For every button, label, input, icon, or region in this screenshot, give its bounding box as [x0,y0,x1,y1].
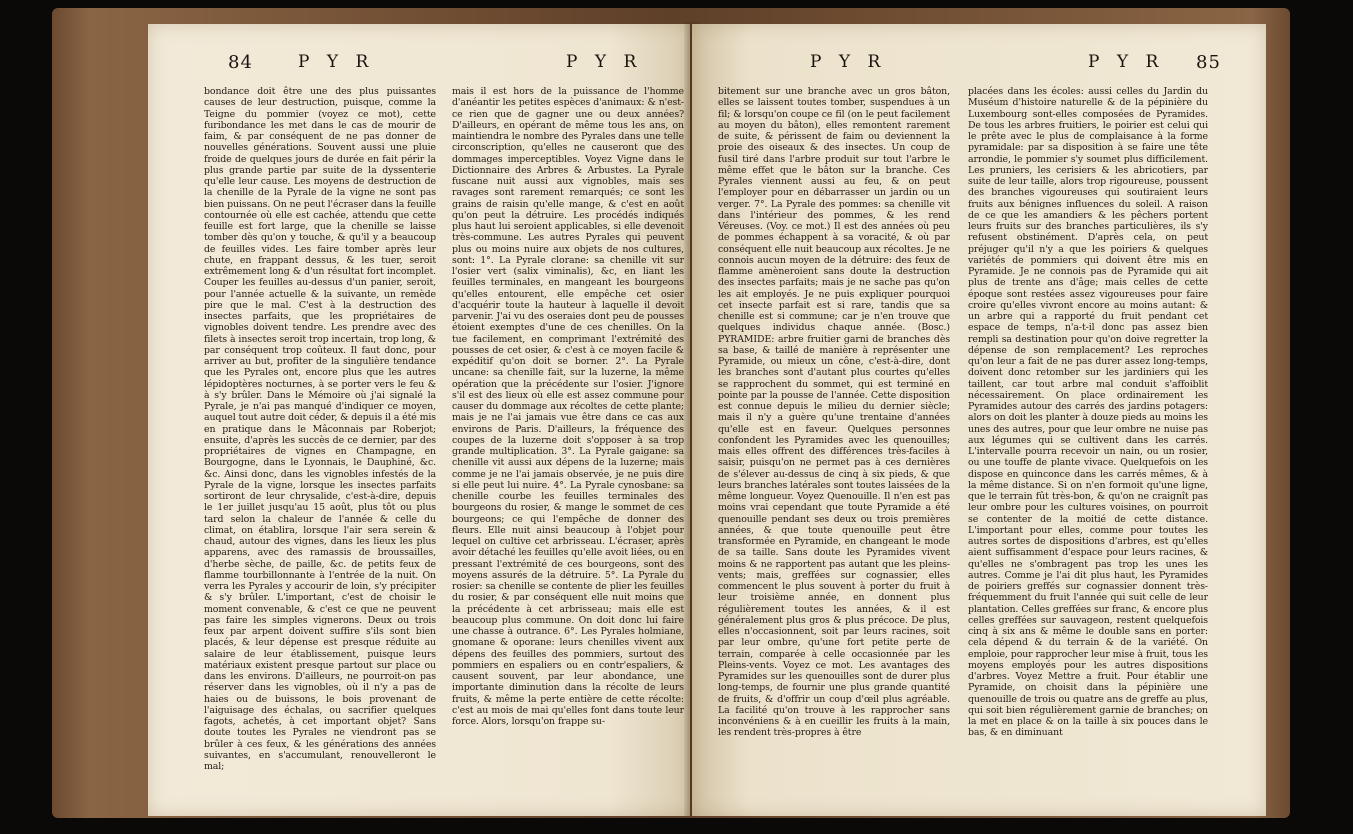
left-running-head-2: P Y R [566,52,643,72]
left-page-header [148,52,690,80]
right-page [692,24,1266,816]
right-running-head-1: P Y R [810,52,887,72]
left-page [148,24,690,816]
right-page-number: 85 [1196,52,1221,73]
left-running-head-1: P Y R [298,52,375,72]
right-column-1: bitement sur une branche avec un gros bâton, elles se laissent toutes tomber, suspendues à un fil; & lorsqu'on coupe ce fil (on le peut facilement au moyen du bâton), elles remontent rarement de suite, & périssent de faim ou deviennent la proie des oiseaux & des insectes. Un coup de fusil tiré dans l'arbre produit sur tout l'arbre le même effet que le bâton sur la branche. Ces Pyrales viennent aussi au feu, & on peut l'employer pour en débarrasser un jardin ou un verger. 7°. La Pyrale des pommes: sa chenille vit dans l'intérieur des pommes, & les rend Véreuses. (Voy. ce mot.) Il est des années où peu de pommes échappent à sa voracité, & où par conséquent elle nuit beaucoup aux récoltes. Je ne connois aucun moyen de la détruire: des feux de flamme amèneroient sans doute la destruction des insectes parfaits; mais je ne sache pas qu'on les ait employés. Je ne puis expliquer pourquoi cet insecte parfait est si rare, tandis que sa chenille est si commune; car je n'en trouve que quelques individus chaque année. (Bosc.) PYRAMIDE: arbre fruitier garni de branches dès sa base, & taillé de manière à représenter une Pyramide, ou mieux un cône, c'est-à-dire, dont les branches sont d'autant plus courtes qu'elles se rapprochent du sommet, qui est terminé en pointe par la pousse de l'année. Cette disposition est connue depuis le milieu du dernier siècle; mais il n'y a guère qu'une trentaine d'années qu'elle est en faveur. Quelques personnes confondent les Pyramides avec les quenouilles; mais elles offrent des différences très-faciles à saisir, puisqu'on ne permet pas à ces dernières de s'élever au-dessus de cinq à six pieds, & que leurs branches latérales sont toutes laissées de la même longueur. Voyez Quenouille. Il n'en est pas moins vrai cependant que toute Pyramide a été quenouille pendant ses deux ou trois premières années, & que toute quenouille peut être transformée en Pyramide, en changeant le mode de sa taille. Sans doute les Pyramides vivent moins & ne rapportent pas autant que les pleins-vents; mais, greffées sur cognassier, elles commencent le plus souvent à porter du fruit à leur troisième année, en donnent plus régulièrement toutes les années, & il est généralement plus gros & plus précoce. De plus, elles n'occasionnent, soit par leurs racines, soit par leur ombre, qu'une fort petite perte de terrain, comparée à celle occasionnée par les Pleins-vents. Voyez ce mot. Les avantages des Pyramides sur les quenouilles sont de durer plus long-temps, de fournir une plus grande quantité de fruits, & d'offrir un coup d'œil plus agréable. La facilité qu'on trouve à les rapprocher sans inconvéniens & à en cueillir les fruits à la main, les rendent très-propres à être [718,86,950,739]
right-running-head-2: P Y R [1088,52,1165,72]
left-column-2: mais il est hors de la puissance de l'homme d'anéantir les petites espèces d'animaux: & n'est-ce rien que de gagner une ou deux années? D'ailleurs, en opérant de même tous les ans, on maintiendra le nombre des Pyrales dans une telle circonscription, qu'elles ne causeront que des dommages imperceptibles. Voyez Vigne dans le Dictionnaire des Arbres & Arbustes. La Pyrale fuscane nuit aussi aux vignobles, mais ses ravages sont rarement remarqués; ce sont les grains de raisin qu'elle mange, & c'est en août qu'on peut la détruire. Les procédés indiqués plus haut lui seroient applicables, si elle devenoit très-commune. Les autres Pyrales qui peuvent plus ou moins nuire aux objets de nos cultures, sont: 1°. La Pyrale clorane: sa chenille vit sur l'osier vert (salix viminalis), &c, en liant les feuilles terminales, en mangeant les bourgeons qu'elles entourent, elle empêche cet osier d'acquérir toute la hauteur à laquelle il devoit parvenir. J'ai vu des oseraies dont peu de pousses étoient exemptes d'une de ces chenilles. On la tue facilement, en comprimant l'extrémité des pousses de cet osier, & c'est à ce moyen facile & expéditif qu'on doit se borner. 2°. La Pyrale uncane: sa chenille fait, sur la luzerne, la même opération que la précédente sur l'osier. J'ignore s'il est des lieux où elle est assez commune pour causer du dommage aux récoltes de cette plante; mais je ne l'ai jamais vue être dans ce cas aux environs de Paris. D'ailleurs, la fréquence des coupes de la luzerne doit s'opposer à sa trop grande multiplication. 3°. La Pyrale gaigane: sa chenille vit aussi aux dépens de la luzerne; mais comme je ne l'ai jamais observée, je ne puis dire si elle peut lui nuire. 4°. La Pyrale cynosbane: sa chenille courbe les feuilles terminales des bourgeons du rosier, & mange le sommet de ces bourgeons; ce qui l'empêche de donner des fleurs. Elle nuit ainsi beaucoup à l'objet pour lequel on cultive cet arbrisseau. L'écraser, après avoir détaché les feuilles qu'elle avoit liées, ou en pressant l'extrémité de ces bourgeons, sont des moyens assurés de la détruire. 5°. La Pyrale du rosier: sa chenille se contente de plier les feuilles du rosier, & par conséquent elle nuit moins que la précédente à cet arbrisseau; mais elle est beaucoup plus commune. On doit donc lui faire une chasse à outrance. 6°. Les Pyrales holmiane, gnomane & oporane: leurs chenilles vivent aux dépens des feuilles des pommiers, surtout des pommiers en espaliers ou en contr'espaliers, & causent souvent, par leur abondance, une importante diminution dans la récolte de leurs fruits, & même la perte entière de cette récolte: c'est au mois de mai qu'elles font dans toute leur force. Alors, lorsqu'on frappe su- [452,86,684,727]
left-column-1: bondance doit être une des plus puissantes causes de leur destruction, puisque, comme la Teigne du pommier (voyez ce mot), cette furibondance les met dans le cas de mourir de faim, & par conséquent de ne pas donner de nouvelles générations. Souvent aussi une pluie froide de quelques jours de durée en fait périr la plus grande partie par suite de la dyssenterie qu'elle leur cause. Les moyens de destruction de la chenille de la Pyrale de la vigne ne sont pas bien puissans. On ne peut l'écraser dans la feuille contournée où elle est cachée, attendu que cette feuille est fort large, que la chenille se laisse tomber dès qu'on y touche, & qu'il y a beaucoup de feuilles vides. Les faire tomber après leur chute, en frappant dessus, & les tuer, seroit extrêmement long & d'un résultat fort incomplet. Couper les feuilles au-dessus d'un panier, seroit, pour l'année actuelle & la suivante, un remède pire que le mal. C'est à la destruction des insectes parfaits, que les propriétaires de vignobles doivent tendre. Les prendre avec des filets à insectes seroit trop incertain, trop long, & par conséquent trop coûteux. Il faut donc, pour arriver au but, profiter de la singulière tendance que les Pyrales ont, encore plus que les autres lépidoptères nocturnes, à se porter vers le feu & à s'y brûler. Dans le Mémoire où j'ai signalé la Pyrale, je n'ai pas manqué d'indiquer ce moyen, auquel tout autre doit céder, & depuis il a été mis en pratique dans le Mâconnais par Roberjot; ensuite, d'après les succès de ce dernier, par des propriétaires de vignes en Champagne, en Bourgogne, dans le Lyonnais, le Dauphiné, &c. &c. Ainsi donc, dans les vignobles infestés de la Pyrale de la vigne, lorsque les insectes parfaits sortiront de leur chrysalide, c'est-à-dire, depuis le 1er juillet jusqu'au 15 août, plus tôt ou plus tard selon la chaleur de l'année & celle du climat, on établira, lorsque l'air sera serein & chaud, autour des vignes, dans les lieux les plus apparens, avec des ramassis de broussailles, d'herbe sèche, de paille, &c. de petits feux de flamme tourbillonnante à l'entrée de la nuit. On verra les Pyrales y accourir de loin, s'y précipiter & s'y brûler. L'important, c'est de choisir le moment convenable, & c'est ce que ne peuvent pas faire les simples vignerons. Deux ou trois feux par arpent doivent suffire s'ils sont bien placés, & leur dépense est presque réduite au salaire de leur établissement, puisque leurs matériaux existent presque partout sur place ou dans les environs. D'ailleurs, ne pourroit-on pas réserver dans les vignobles, où il n'y a pas de haies ou de buissons, le bois provenant de l'aiguisage des échalas, ou sacrifier quelques fagots, achetés, à cet important objet? Sans doute toutes les Pyrales ne viendront pas se brûler à ces feux, & les générations des années suivantes, en s'accumulant, renouvelleront le mal; [204,86,436,772]
right-column-2: placées dans les écoles: aussi celles du Jardin du Muséum d'histoire naturelle & de la pépinière du Luxembourg sont-elles composées de Pyramides. De tous les arbres fruitiers, le poirier est celui qui le prête avec le plus de complaisance à la forme pyramidale: par sa disposition à se faire une tête arrondie, le pommier s'y soumet plus difficilement. Les pruniers, les cerisiers & les abricotiers, par suite de leur taille, alors trop rigoureuse, poussent des branches vigoureuses qui soutiraient leurs fruits aux bénignes influences du soleil. A raison de ce que les amandiers & les pêchers portent leurs fruits sur des branches particulières, ils s'y refusent obstinément. D'après cela, on peut préjuger qu'il n'y a que les poiriers & quelques variétés de pommiers qui doivent être mis en Pyramide. Je ne connois pas de Pyramide qui ait plus de trente ans d'âge; mais celles de cette époque sont restées assez vigoureuses pour faire croire qu'elles vivront encore au moins autant: & un arbre qui a rapporté du fruit pendant cet espace de temps, n'a-t-il donc pas assez bien rempli sa destination pour qu'on doive regretter la dépense de son remplacement? Les reproches qu'on leur a fait de ne pas durer assez long-temps, doivent donc retomber sur les jardiniers qui les taillent, car tout arbre mal conduit s'affoiblit nécessairement. On place ordinairement les Pyramides autour des carrés des jardins potagers: alors on doit les planter à douze pieds au moins les unes des autres, pour que leur ombre ne nuise pas aux légumes qui se cultivent dans les carrés. L'intervalle pourra recevoir un nain, ou un rosier, ou une touffe de plante vivace. Quelquefois on les dispose en quinconce dans les carrés mêmes, & à la même distance. Si on n'en formoit qu'une ligne, que le terrain fût très-bon, & qu'on ne craignît pas leur ombre pour les cultures voisines, on pourroit se contenter de la moitié de cette distance. L'important pour elles, comme pour toutes les autres sortes de dispositions d'arbres, est qu'elles aient suffisamment d'espace pour leurs racines, & qu'elles ne s'ombragent pas trop les unes les autres. Comme je l'ai dit plus haut, les Pyramides de poiriers greffés sur cognassier donnent très-fréquemment du fruit l'année qui suit celle de leur plantation. Celles greffées sur franc, & encore plus celles greffées sur sauvageon, restent quelquefois cinq à six ans & même le double sans en porter: cela dépend & du terrain & de la variété. On emploie, pour rapprocher leur mise à fruit, tous les moyens employés pour les autres dispositions d'arbres. Voyez Mettre a fruit. Pour établir une Pyramide, on choisit dans la pépinière une quenouille de trois ou quatre ans de greffe au plus, qui soit bien régulièrement garnie de branches; on la met en place & on la taille à six pouces dans le bas, & en diminuant [968,86,1208,739]
right-page-header [692,52,1266,80]
left-page-number: 84 [228,52,253,73]
